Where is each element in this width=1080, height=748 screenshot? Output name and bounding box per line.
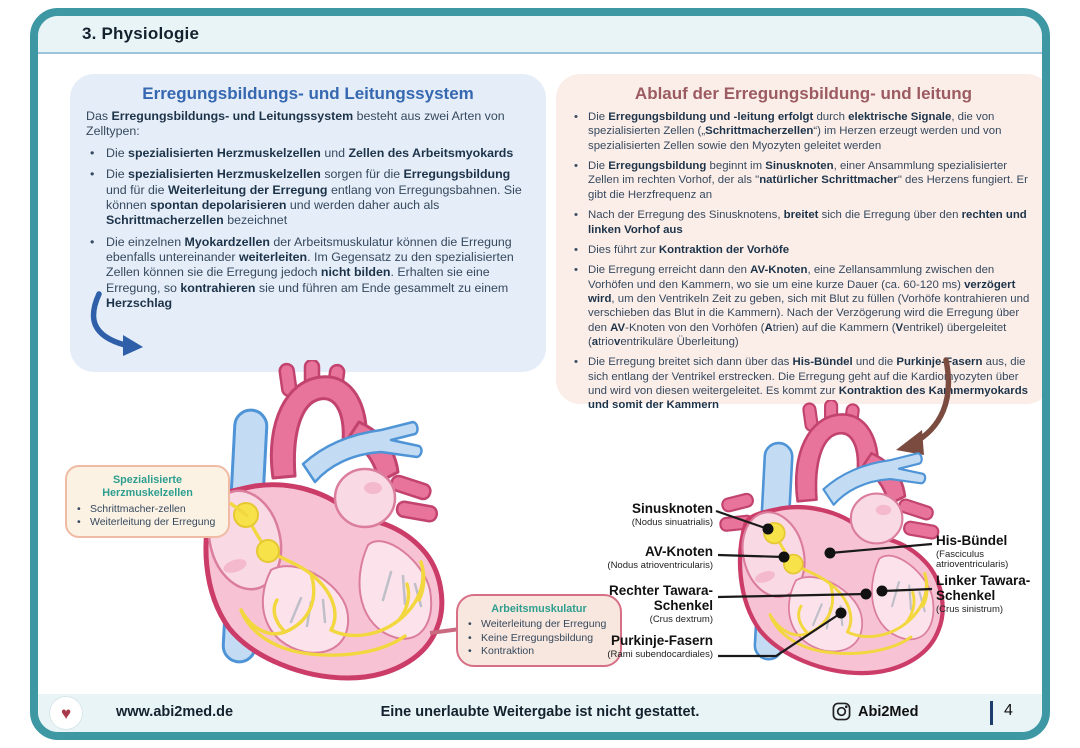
callout-title: Arbeitsmuskulatur bbox=[491, 603, 587, 615]
panel-left-title: Erregungsbildungs- und Leitungssystem bbox=[142, 84, 474, 103]
callout-item: • Weiterleitung der Erregung bbox=[75, 516, 220, 529]
label-sinusknoten: Sinusknoten (Nodus sinuatrialis) bbox=[631, 501, 713, 528]
callout-item: • Weiterleitung der Erregung bbox=[466, 618, 612, 631]
list-item: • Die Erregungsbildung beginnt im Sinusknoten, einer Ansammlung spezialisierter Zellen im rechten Vorhof, der als "natürlicher Schrittmacher" des Herzens fungiert. Er gibt die Herzfrequenz an bbox=[572, 159, 1035, 202]
list-item: • Die einzelnen Myokardzellen der Arbeitsmuskulatur können die Erregung ebenfalls untereinander weiterleiten. Im Gegensatz zu den spezialisierten Zellen können sie die Erregung jedoch nicht bilden. Erhalten sie eine Erregung, so kontrahieren sie und führen am Ende gesammelt zu einem Herzschlag bbox=[86, 235, 530, 312]
footer-instagram bbox=[832, 702, 918, 721]
list-item: • Die spezialisierten Herzmuskelzellen und Zellen des Arbeitsmyokards bbox=[86, 146, 530, 161]
footer-website: www.abi2med.de bbox=[116, 704, 234, 720]
page-number: 4 bbox=[1004, 702, 1013, 719]
label-his-buendel: His-Bündel (Fasciculus atrioventricularis) bbox=[936, 533, 1009, 571]
label-rechter-tawara-schenkel: Rechter Tawara-Schenkel (Crus dextrum) bbox=[608, 583, 713, 625]
page-number-divider bbox=[990, 701, 993, 725]
label-av-knoten: AV-Knoten (Nodus atrioventricularis) bbox=[607, 544, 713, 571]
list-item: • Die Erregungsbildung und -leitung erfolgt durch elektrische Signale, die von spezialisierten Zellen („Schrittmacherzellen“) im Herzen erzeugt werden und von spezialisierten Zellen sowie den Myozyten geleitet werden bbox=[572, 110, 1035, 153]
instagram-handle: Abi2Med bbox=[858, 703, 919, 720]
instagram-icon bbox=[832, 702, 851, 721]
panel-left-body bbox=[86, 109, 530, 312]
list-item: • Die spezialisierten Herzmuskelzellen sorgen für die Erregungsbildung und für die Weiterleitung der Erregung entlang von Erregungsbahnen. Sie können spontan depolarisieren und werden daher auch als Schrittmacherzellen bezeichnet bbox=[86, 167, 530, 229]
label-purkinje-fasern: Purkinje-Fasern (Rami subendocardiales) bbox=[607, 633, 713, 660]
list-item: • Nach der Erregung des Sinusknotens, breitet sich die Erregung über den rechten und linken Vorhof aus bbox=[572, 208, 1035, 237]
list-item: • Die Erregung breitet sich dann über das His-Bündel und die Purkinje-Fasern aus, die sich entlang der Ventrikel erstrecken. Die Erregung geht auf die Kardiomyozyten über und wird von diesen weitergeleitet. Es kommt zur Kontraktion des Kammermyokards und somit der Kammern bbox=[572, 355, 1035, 412]
callout-title: Spezialisierte Herzmuskelzellen bbox=[102, 474, 193, 500]
page-header bbox=[38, 16, 1042, 54]
callout-item: • Schrittmacher-zellen bbox=[75, 503, 220, 516]
callout-item: • Keine Erregungsbildung bbox=[466, 632, 612, 645]
panel-left-intro: Das Erregungsbildungs- und Leitungssystem besteht aus zwei Arten von Zelltypen: bbox=[86, 109, 505, 139]
page-frame bbox=[30, 8, 1050, 740]
label-linker-tawara-schenkel: Linker Tawara-Schenkel (Crus sinistrum) bbox=[936, 573, 1031, 615]
callout-specialized-cells bbox=[65, 465, 230, 538]
brand-logo bbox=[50, 697, 82, 729]
panel-right-title: Ablauf der Erregungsbildung- und leitung bbox=[634, 84, 973, 103]
heart-logo-icon: ♥ bbox=[60, 703, 72, 723]
panel-right-body bbox=[572, 110, 1035, 413]
panel-excitation-sequence bbox=[556, 74, 1050, 412]
callout-item: • Kontraktion bbox=[466, 645, 612, 658]
list-item: • Die Erregung erreicht dann den AV-Knoten, eine Zellansammlung zwischen den Vorhöfen und den Kammern, wo sie um eine kurze Dauer (ca. 60-120 ms) verzögert wird, um den Ventrikeln Zeit zu geben, sich mit Blut zu füllen (Vorhöfe kontrahieren und verschieben das Blut in die Kammern). Nach der Verzögerung wird die Erregung über den AV-Knoten von den Vorhöfen (Atrien) auf die Kammern (Ventrikel) übergeleitet (atrioventrikuläre Überleitung) bbox=[572, 263, 1035, 349]
page-title: 3. Physiologie bbox=[82, 24, 200, 43]
list-item: • Dies führt zur Kontraktion der Vorhöfe bbox=[572, 243, 1035, 257]
footer-notice: Eine unerlaubte Weitergabe ist nicht gestattet. bbox=[380, 704, 700, 720]
curved-arrow-blue-icon bbox=[83, 290, 153, 360]
